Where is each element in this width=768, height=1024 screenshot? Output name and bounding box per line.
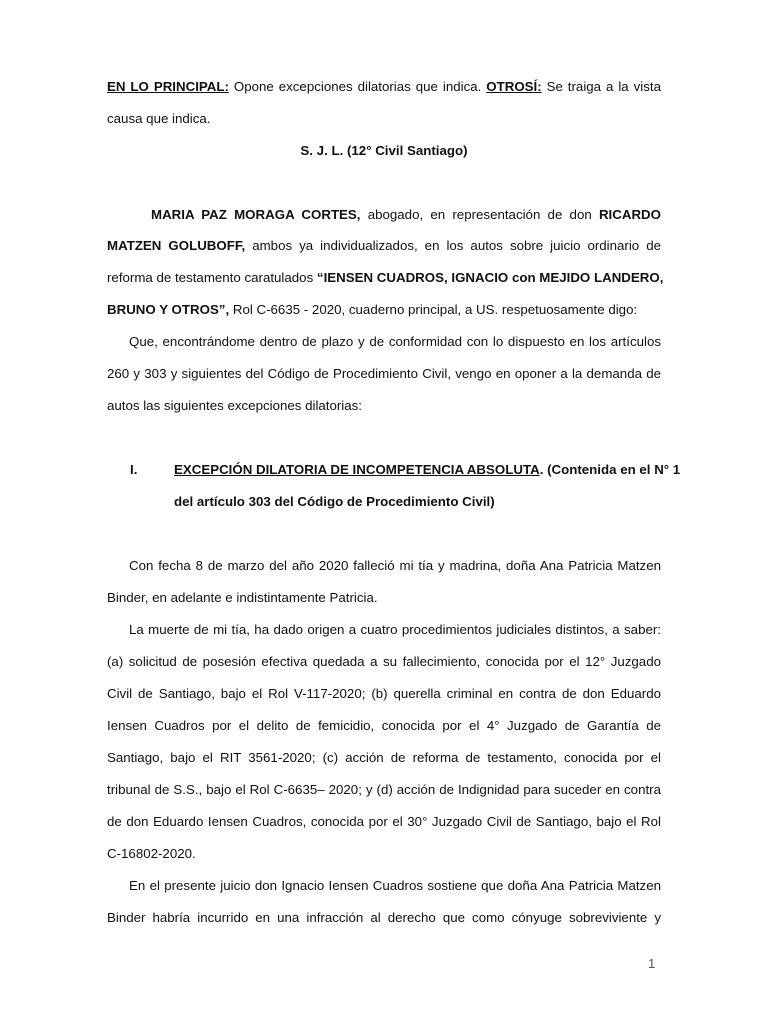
paragraph-2-line-3: autos las siguientes excepciones dilatorias: [107, 398, 363, 413]
intro-line-2 [107, 238, 661, 254]
section-title-line-1 [174, 462, 681, 478]
otrosi-label: OTROSÍ: [486, 79, 542, 94]
body-p2-line-3: Civil de Santiago, bajo el Rol V-117-2020; (b) querella criminal en contra de don Eduardo [107, 686, 661, 701]
intro-line-1 [107, 207, 661, 223]
body-p2-line-7: de don Eduardo Iensen Cuadros, conocida por el 30° Juzgado Civil de Santiago, bajo el Rol [107, 814, 661, 829]
body-p3-line-2: Binder habría incurrido en una infracción al derecho que como cónyuge sobreviviente y [107, 910, 661, 925]
intro-line-3 [107, 270, 664, 286]
body-p3-line-1: En el presente juicio don Ignacio Iensen Cuadros sostiene que doña Ana Patricia Matzen [129, 878, 661, 893]
section-title-rest: . (Contenida en el N° 1 [539, 462, 681, 477]
intro-text-2: ambos ya individualizados, en los autos sobre juicio ordinario de [245, 238, 661, 253]
principal-text: Opone excepciones dilatorias que indica. [228, 79, 487, 94]
case-title-part2: BRUNO Y OTROS”, [107, 302, 230, 317]
body-p2-line-2: (a) solicitud de posesión efectiva quedada a su fallecimiento, conocida por el 12° Juzgado [107, 654, 661, 669]
section-title-line-2: del artículo 303 del Código de Procedimiento Civil) [174, 494, 495, 509]
page-number: 1 [648, 956, 656, 971]
header-line-1 [107, 79, 661, 95]
court-heading: S. J. L. (12° Civil Santiago) [300, 143, 468, 158]
section-title-underlined: EXCEPCIÓN DILATORIA DE INCOMPETENCIA ABSOLUTA [174, 462, 540, 477]
section-number: I. [130, 462, 138, 477]
attorney-name: MARIA PAZ MORAGA CORTES, [151, 207, 361, 222]
intro-text-3: reforma de testamento caratulados [107, 270, 317, 285]
client-name-part2: MATZEN GOLUBOFF, [107, 238, 246, 253]
intro-text-1: abogado, en representación de don [360, 207, 599, 222]
body-p1-line-1: Con fecha 8 de marzo del año 2020 falleció mi tía y madrina, doña Ana Patricia Matzen [129, 558, 661, 573]
paragraph-2-line-2: 260 y 303 y siguientes del Código de Procedimiento Civil, vengo en oponer a la demanda de [107, 366, 661, 381]
paragraph-2-line-1: Que, encontrándome dentro de plazo y de conformidad con lo dispuesto en los artículos [129, 334, 661, 349]
principal-label: EN LO PRINCIPAL: [107, 79, 229, 94]
body-p1-line-2: Binder, en adelante e indistintamente Patricia. [107, 590, 378, 605]
header-line-2: causa que indica. [107, 111, 211, 126]
case-title-part1: “IENSEN CUADROS, IGNACIO con MEJIDO LANDERO, [316, 270, 664, 285]
intro-text-4: Rol C-6635 - 2020, cuaderno principal, a US. respetuosamente digo: [229, 302, 638, 317]
body-p2-line-6: tribunal de S.S., bajo el Rol C-6635– 2020; y (d) acción de Indignidad para suceder en contra [107, 782, 661, 797]
client-name-part1: RICARDO [598, 207, 661, 222]
body-p2-line-1: La muerte de mi tía, ha dado origen a cuatro procedimientos judiciales distintos, a saber: [129, 622, 661, 637]
body-p2-line-4: Iensen Cuadros por el delito de femicidio, conocida por el 4° Juzgado de Garantía de [107, 718, 661, 733]
body-p2-line-5: Santiago, bajo el RIT 3561-2020; (c) acción de reforma de testamento, conocida por el [107, 750, 661, 765]
otrosi-text: Se traiga a la vista [541, 79, 661, 94]
body-p2-line-8: C-16802-2020. [107, 846, 196, 861]
intro-line-4 [107, 302, 661, 318]
